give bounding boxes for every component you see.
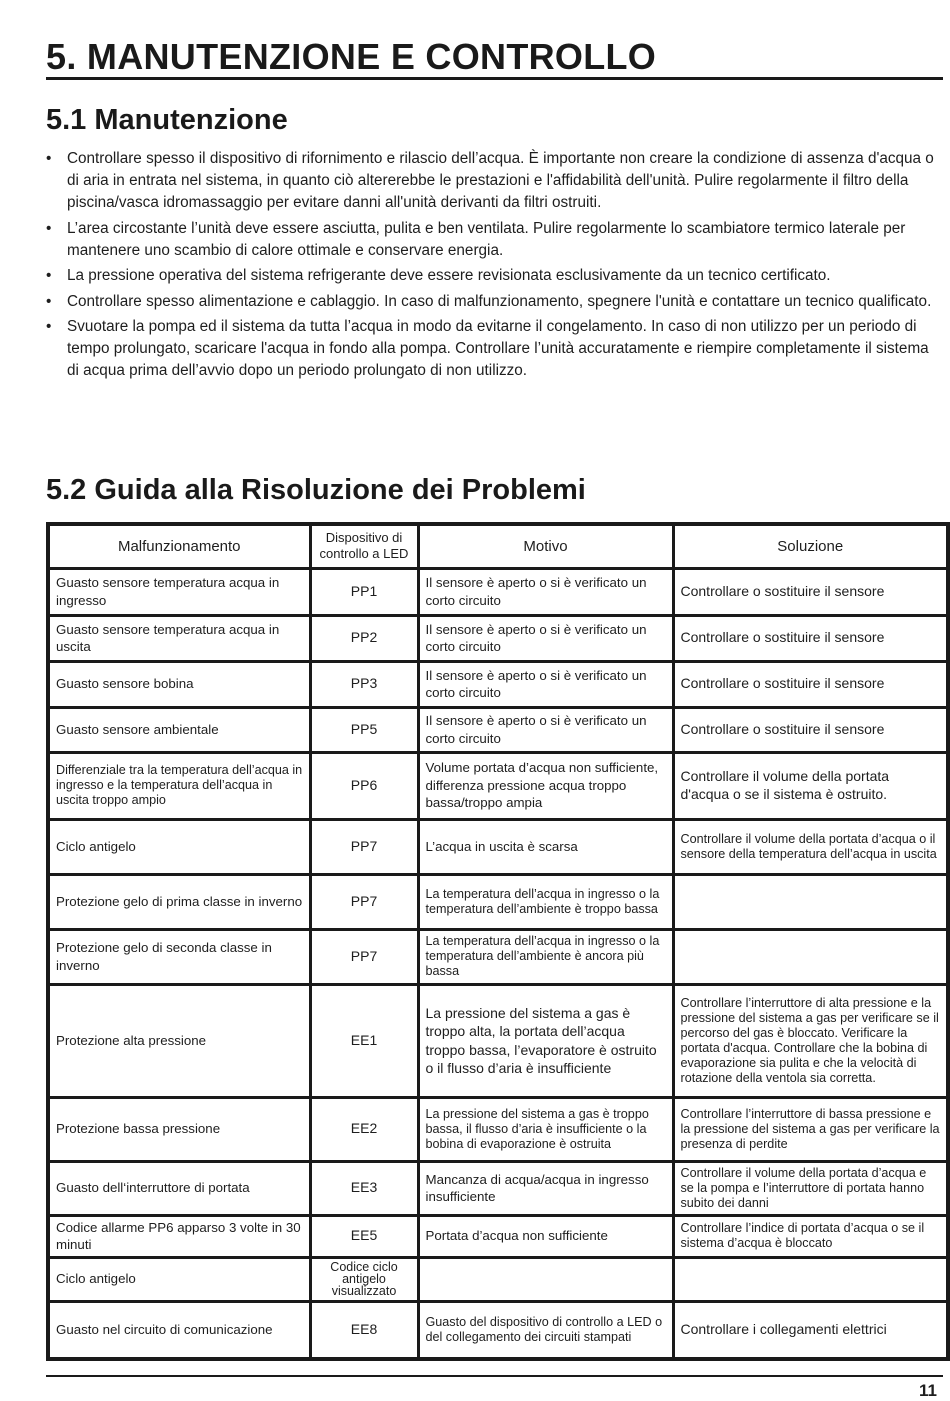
header-fault: Malfunzionamento xyxy=(48,524,310,568)
list-item: • Controllare spesso alimentazione e cablaggio. In caso di malfunzionamento, spegnere l'unità e contattare un tecnico qualificato. xyxy=(46,291,943,313)
list-item: • L’area circostante l’unità deve essere asciutta, pulita e ben ventilata. Pulire regolarmente lo scambiatore termico laterale per mantenere uno scambio di calore ottimale e conservare energia. xyxy=(46,218,943,262)
cell-fault: Guasto sensore bobina xyxy=(48,661,310,707)
cell-solution: Controllare o sostituire il sensore xyxy=(673,707,948,752)
cell-solution xyxy=(673,1257,948,1301)
cell-fault: Ciclo antigelo xyxy=(48,1257,310,1301)
cell-reason: Il sensore è aperto o si è verificato un corto circuito xyxy=(418,661,673,707)
table-row xyxy=(48,615,948,661)
table-row xyxy=(48,1097,948,1161)
header-led-code: Dispositivo di controllo a LED xyxy=(310,524,418,568)
cell-solution: Controllare o sostituire il sensore xyxy=(673,661,948,707)
list-item: • Svuotare la pompa ed il sistema da tutta l’acqua in modo da evitarne il congelamento. In caso di non utilizzo per un periodo di tempo prolungato, scaricare l'acqua in fondo alla pompa. Controllare l’unità accuratamente e riempire completamente il sistema di acqua prima dell’avvio dopo un periodo prolungato di non utilizzo. xyxy=(46,316,943,382)
cell-reason xyxy=(418,1257,673,1301)
cell-code: Codice ciclo antigelo visualizzato xyxy=(310,1257,418,1301)
cell-solution: Controllare il volume della portata d’acqua o il sensore della temperatura dell’acqua in uscita xyxy=(673,819,948,874)
cell-solution xyxy=(673,874,948,929)
cell-solution: Controllare il volume della portata d'acqua o se il sistema è ostruito. xyxy=(673,752,948,819)
cell-reason: Portata d’acqua non sufficiente xyxy=(418,1215,673,1257)
cell-code: EE8 xyxy=(310,1301,418,1359)
cell-reason: Mancanza di acqua/acqua in ingresso insufficiente xyxy=(418,1161,673,1215)
cell-fault: Ciclo antigelo xyxy=(48,819,310,874)
section-heading-maintenance: 5.1 Manutenzione xyxy=(46,104,288,136)
footer-rule xyxy=(46,1375,943,1377)
cell-code: PP7 xyxy=(310,819,418,874)
cell-fault: Codice allarme PP6 apparso 3 volte in 30 minuti xyxy=(48,1215,310,1257)
table-row xyxy=(48,874,948,929)
cell-reason: La pressione del sistema a gas è troppo bassa, il flusso d’aria è insufficiente o la bobina di evaporazione è ostruita xyxy=(418,1097,673,1161)
cell-code: PP3 xyxy=(310,661,418,707)
cell-fault: Protezione bassa pressione xyxy=(48,1097,310,1161)
troubleshooting-table xyxy=(46,522,950,1361)
table-row xyxy=(48,984,948,1097)
cell-reason: La temperatura dell’acqua in ingresso o la temperatura dell’ambiente è ancora più bassa xyxy=(418,929,673,984)
cell-fault: Guasto sensore temperatura acqua in ingresso xyxy=(48,568,310,615)
header-reason: Motivo xyxy=(418,524,673,568)
table-row xyxy=(48,568,948,615)
table-row xyxy=(48,707,948,752)
cell-code: EE1 xyxy=(310,984,418,1097)
cell-code: EE3 xyxy=(310,1161,418,1215)
cell-fault: Guasto dell‘interruttore di portata xyxy=(48,1161,310,1215)
cell-code: PP5 xyxy=(310,707,418,752)
list-item: • La pressione operativa del sistema refrigerante deve essere revisionata esclusivamente da un tecnico certificato. xyxy=(46,265,943,287)
cell-fault: Protezione gelo di prima classe in inverno xyxy=(48,874,310,929)
table-row xyxy=(48,819,948,874)
cell-reason: Volume portata d’acqua non sufficiente, differenza pressione acqua troppo bassa/troppo ampia xyxy=(418,752,673,819)
cell-solution: Controllare l’interruttore di alta pressione e la pressione del sistema a gas per verificare se il percorso del gas è bloccato. Verificare la portata d'acqua. Controllare che la bobina di evaporazione sia pulita e che la velocità di rotazione della ventola sia corretta. xyxy=(673,984,948,1097)
table-row xyxy=(48,752,948,819)
cell-reason: Il sensore è aperto o si è verificato un corto circuito xyxy=(418,568,673,615)
cell-solution: Controllare l’indice di portata d’acqua o se il sistema d’acqua è bloccato xyxy=(673,1215,948,1257)
cell-solution: Controllare l’interruttore di bassa pressione e la pressione del sistema a gas per verificare la presenza di perdite xyxy=(673,1097,948,1161)
cell-code: PP2 xyxy=(310,615,418,661)
cell-code: PP7 xyxy=(310,929,418,984)
cell-code: PP1 xyxy=(310,568,418,615)
cell-fault: Guasto nel circuito di comunicazione xyxy=(48,1301,310,1359)
cell-fault: Guasto sensore ambientale xyxy=(48,707,310,752)
cell-reason: La temperatura dell’acqua in ingresso o la temperatura dell’ambiente è troppo bassa xyxy=(418,874,673,929)
cell-reason: L’acqua in uscita è scarsa xyxy=(418,819,673,874)
cell-code: PP7 xyxy=(310,874,418,929)
cell-solution: Controllare il volume della portata d’acqua e se la pompa e l’interruttore di portata hanno subito dei danni xyxy=(673,1161,948,1215)
header-solution: Soluzione xyxy=(673,524,948,568)
page-number: 11 xyxy=(919,1381,937,1400)
cell-solution xyxy=(673,929,948,984)
cell-reason: Il sensore è aperto o si è verificato un corto circuito xyxy=(418,707,673,752)
table-row xyxy=(48,1301,948,1359)
table-row xyxy=(48,1215,948,1257)
table-row xyxy=(48,1161,948,1215)
cell-reason: Il sensore è aperto o si è verificato un corto circuito xyxy=(418,615,673,661)
maintenance-list xyxy=(46,148,943,386)
cell-fault: Protezione gelo di seconda classe in inverno xyxy=(48,929,310,984)
table-row xyxy=(48,661,948,707)
table-row xyxy=(48,929,948,984)
cell-solution: Controllare o sostituire il sensore xyxy=(673,568,948,615)
cell-fault: Protezione alta pressione xyxy=(48,984,310,1097)
section-heading-troubleshooting: 5.2 Guida alla Risoluzione dei Problemi xyxy=(46,474,586,506)
cell-fault: Differenziale tra la temperatura dell’acqua in ingresso e la temperatura dell’acqua in uscita troppo ampio xyxy=(48,752,310,819)
table-row xyxy=(48,1257,948,1301)
page-title: 5. MANUTENZIONE E CONTROLLO xyxy=(46,36,657,77)
cell-solution: Controllare o sostituire il sensore xyxy=(673,615,948,661)
cell-solution: Controllare i collegamenti elettrici xyxy=(673,1301,948,1359)
cell-code: EE2 xyxy=(310,1097,418,1161)
cell-code: EE5 xyxy=(310,1215,418,1257)
list-item: • Controllare spesso il dispositivo di rifornimento e rilascio dell’acqua. È importante non creare la condizione di assenza d'acqua o di aria in entrata nel sistema, in quanto ciò altererebbe le prestazioni e l'affidabilità dell'unità. Pulire regolarmente il filtro della piscina/vasca idromassaggio per evitare danni all'unità derivanti da filtri ostruiti. xyxy=(46,148,943,214)
cell-reason: Guasto del dispositivo di controllo a LED o del collegamento dei circuiti stampati xyxy=(418,1301,673,1359)
cell-code: PP6 xyxy=(310,752,418,819)
cell-reason: La pressione del sistema a gas è troppo alta, la portata dell’acqua troppo bassa, l’evaporatore è ostruito o il flusso d’aria è insufficiente xyxy=(418,984,673,1097)
table-header-row xyxy=(48,524,948,568)
cell-fault: Guasto sensore temperatura acqua in uscita xyxy=(48,615,310,661)
title-rule xyxy=(46,77,943,80)
